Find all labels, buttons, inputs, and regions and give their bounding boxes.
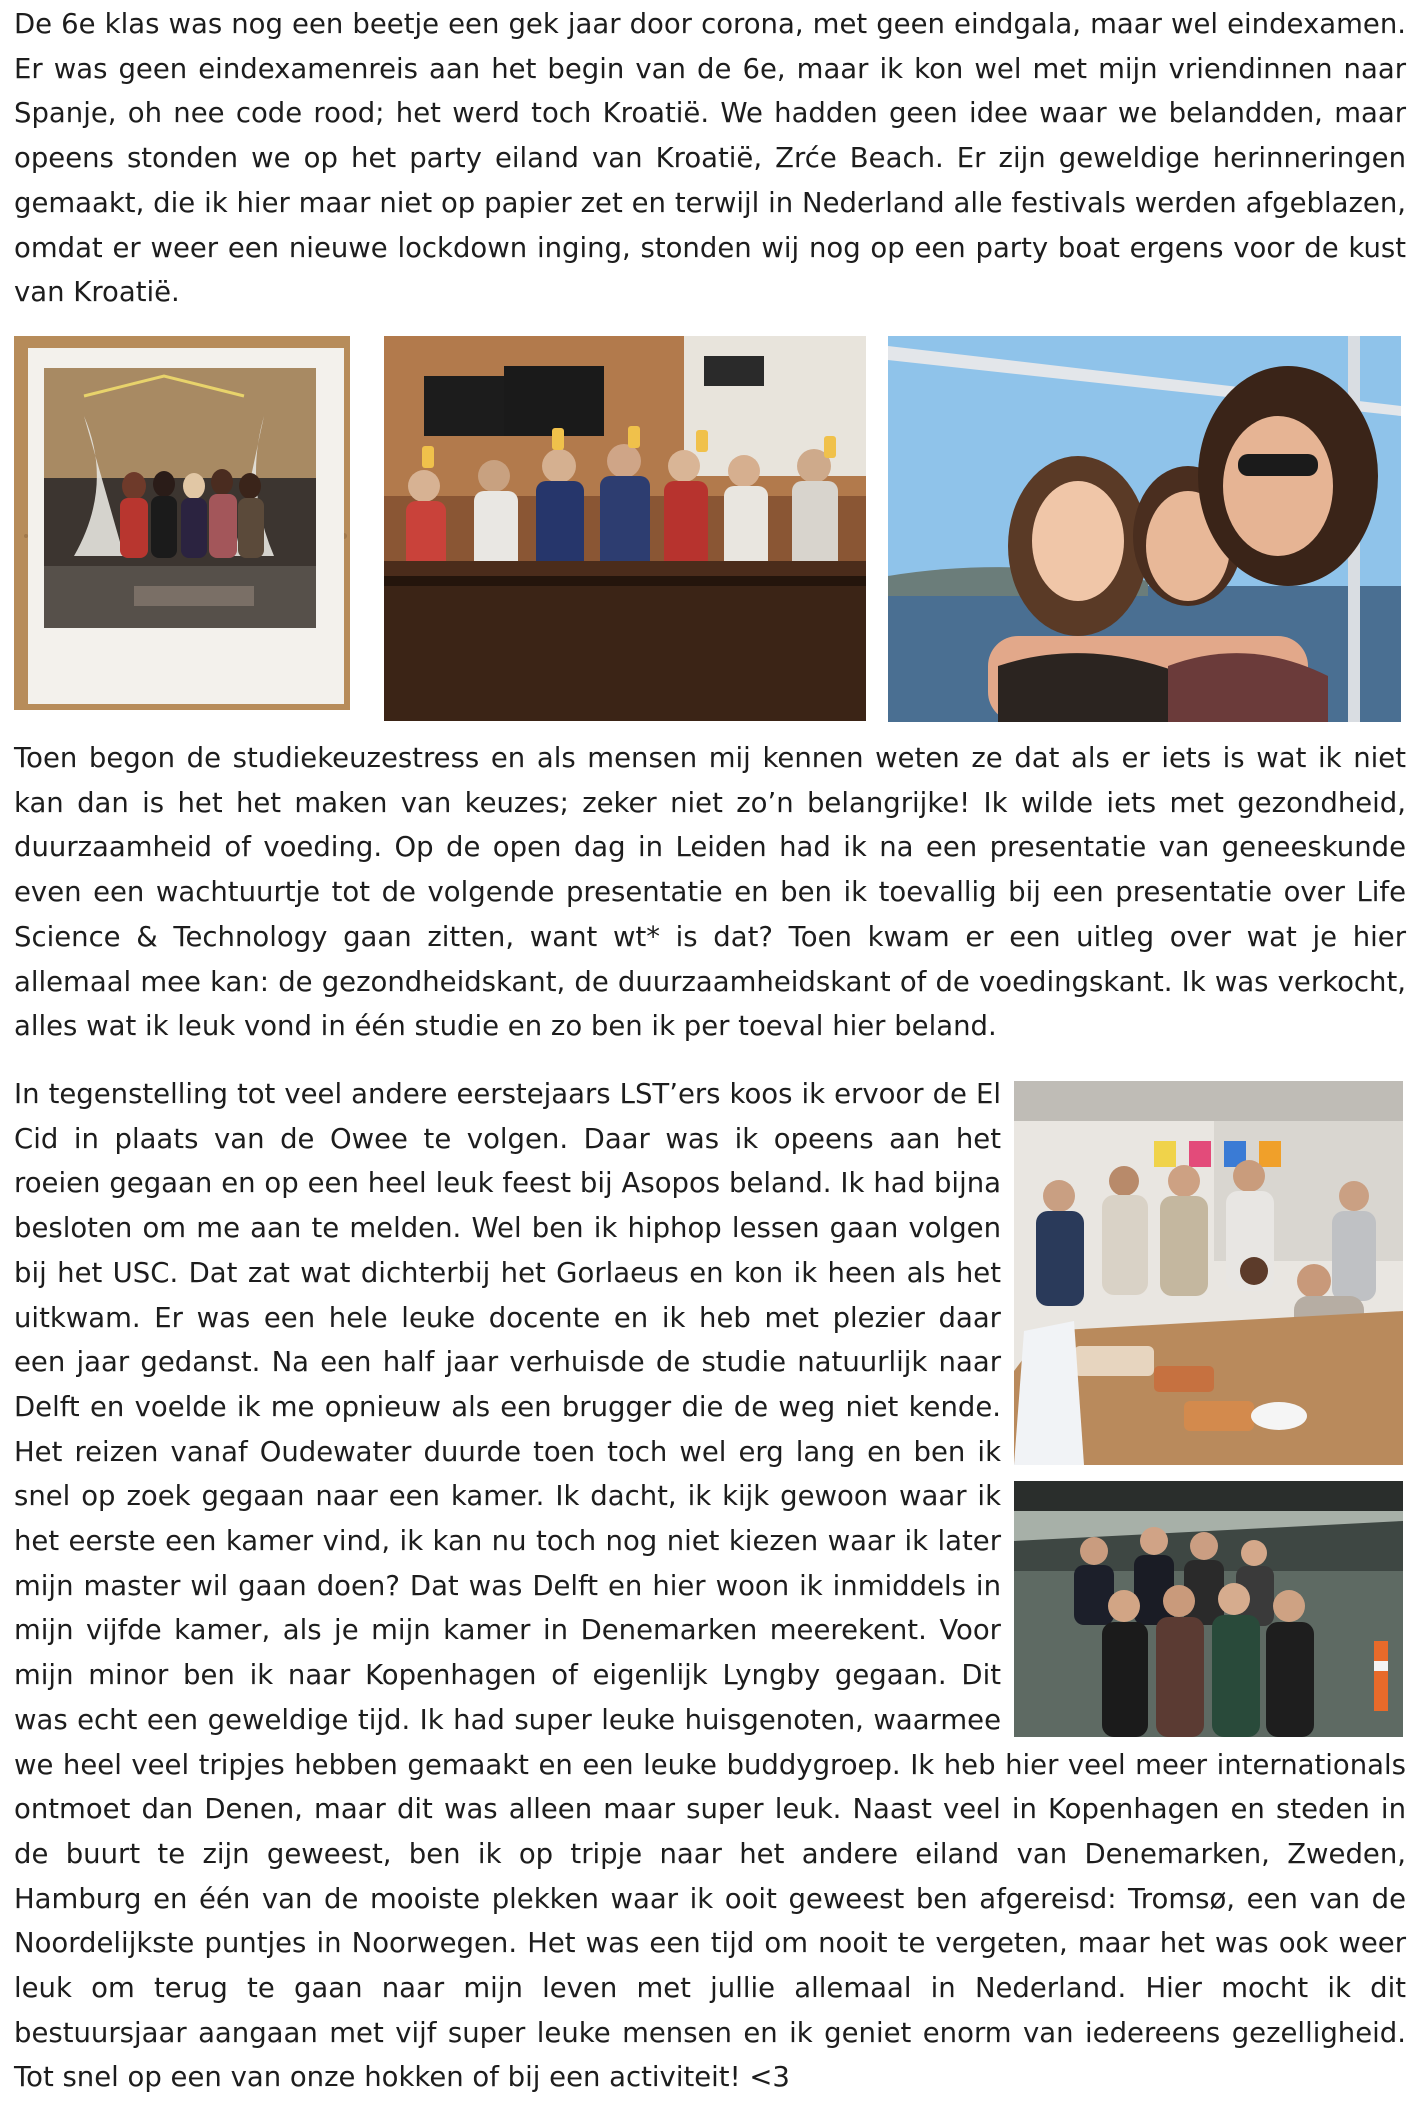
paragraph-student-life-text: In tegenstelling tot veel andere eerstejaars LST’ers koos ik ervoor de El Cid in plaats van de Owee te volgen. Daar was ik opeens aan het roeien gegaan en op een heel leuk feest bij Asopos beland. Ik had bijna besloten om me aan te melden. Wel ben ik hiphop lessen gaan volgen bij het USC. Dat zat wat dichterbij het Gorlaeus en kon ik heen als het uitkwam. Er was een hele leuke docente en ik heb met plezier daar een jaar gedanst. Na een half jaar verhuisde de studie natuurlijk naar Delft en voelde ik me opnieuw als een brugger die de weg niet kende. Het reizen vanaf Oudewater duurde toen toch wel erg lang en ben ik snel op zoek gegaan naar een kamer. Ik dacht, ik kijk gewoon waar ik het eerste een kamer vind, ik kan nu toch nog niet kiezen waar ik later mijn master wil gaan doen? Dat was Delft en hier woon ik inmiddels in mijn vijfde kamer, als je mijn kamer in Denemarken meerekent. Voor mijn minor ben ik naar Kopenhagen of eigenlijk Lyngby gegaan. Dit was echt een geweldige tijd. Ik had super leuke huisgenoten, waarmee we heel veel tripjes hebben gemaakt en een leuke buddygroep. Ik heb hier veel meer internationals ontmoet dan Denen, maar dit was alleen maar super leuk. Naast veel in Kopenhagen en steden in de buurt te zijn geweest, ben ik op tripje naar het andere eiland van Denemarken, Zweden, Hamburg en één van de mooiste plekken waar ik ooit geweest ben afgereisd: Tromsø, een van de Noordelijkste puntjes in Noorwegen. Het was een tijd om nooit te vergeten, maar het was ook weer leuk om terug te gaan naar mijn leven met jullie allemaal in Nederland. Hier mocht ik dit bestuursjaar aangaan met vijf super leuke mensen en ik geniet enorm van iedereens gezelligheid. Tot snel op een van onze hokken of bij een activiteit! <3 [14,1078,1406,2094]
paragraph-croatia: De 6e klas was nog een beetje een gek jaar door corona, met geen eindgala, maar wel eindexamen. Er was geen eindexamenreis aan het begin van de 6e, maar ik kon wel met mijn vriendinnen naar Spanje, oh nee code rood; het werd toch Kroatië. We hadden geen idee waar we belandden, maar opeens stonden we op het party eiland van Kroatië, Zrće Beach. Er zijn geweldige herinneringen gemaakt, die ik hier maar niet op papier zet en terwijl in Nederland alle festivals werden afgeblazen, omdat er weer een nieuwe lockdown inging, stonden wij nog op een party boat ergens voor de kust van Kroatië. [14,8,1406,309]
boat-selfie-photo [888,336,1401,722]
image-float-spacer [1001,1072,1406,1732]
polaroid-group-photo [14,336,350,710]
paragraph-student-life [14,1072,1406,2100]
bar-group-photo [384,336,866,721]
paragraph-study-choice: Toen begon de studiekeuzestress en als mensen mij kennen weten ze dat als er iets is wat ik niet kan dan is het het maken van keuzes; zeker niet zo’n belangrijke! Ik wilde iets met gezondheid, duurzaamheid of voeding. Op de open dag in Leiden had ik na een presentatie van geneeskunde even een wachtuurtje tot de volgende presentatie en ben ik toevallig bij een presentatie over Life Science & Technology gaan zitten, want wt* is dat? Toen kwam er een uitleg over wat je hier allemaal mee kan: de gezondheidskant, de duurzaamheidskant of de voedingskant. Ik was verkocht, alles wat ik leuk vond in één studie en zo ben ik per toeval hier beland. [14,742,1406,1043]
